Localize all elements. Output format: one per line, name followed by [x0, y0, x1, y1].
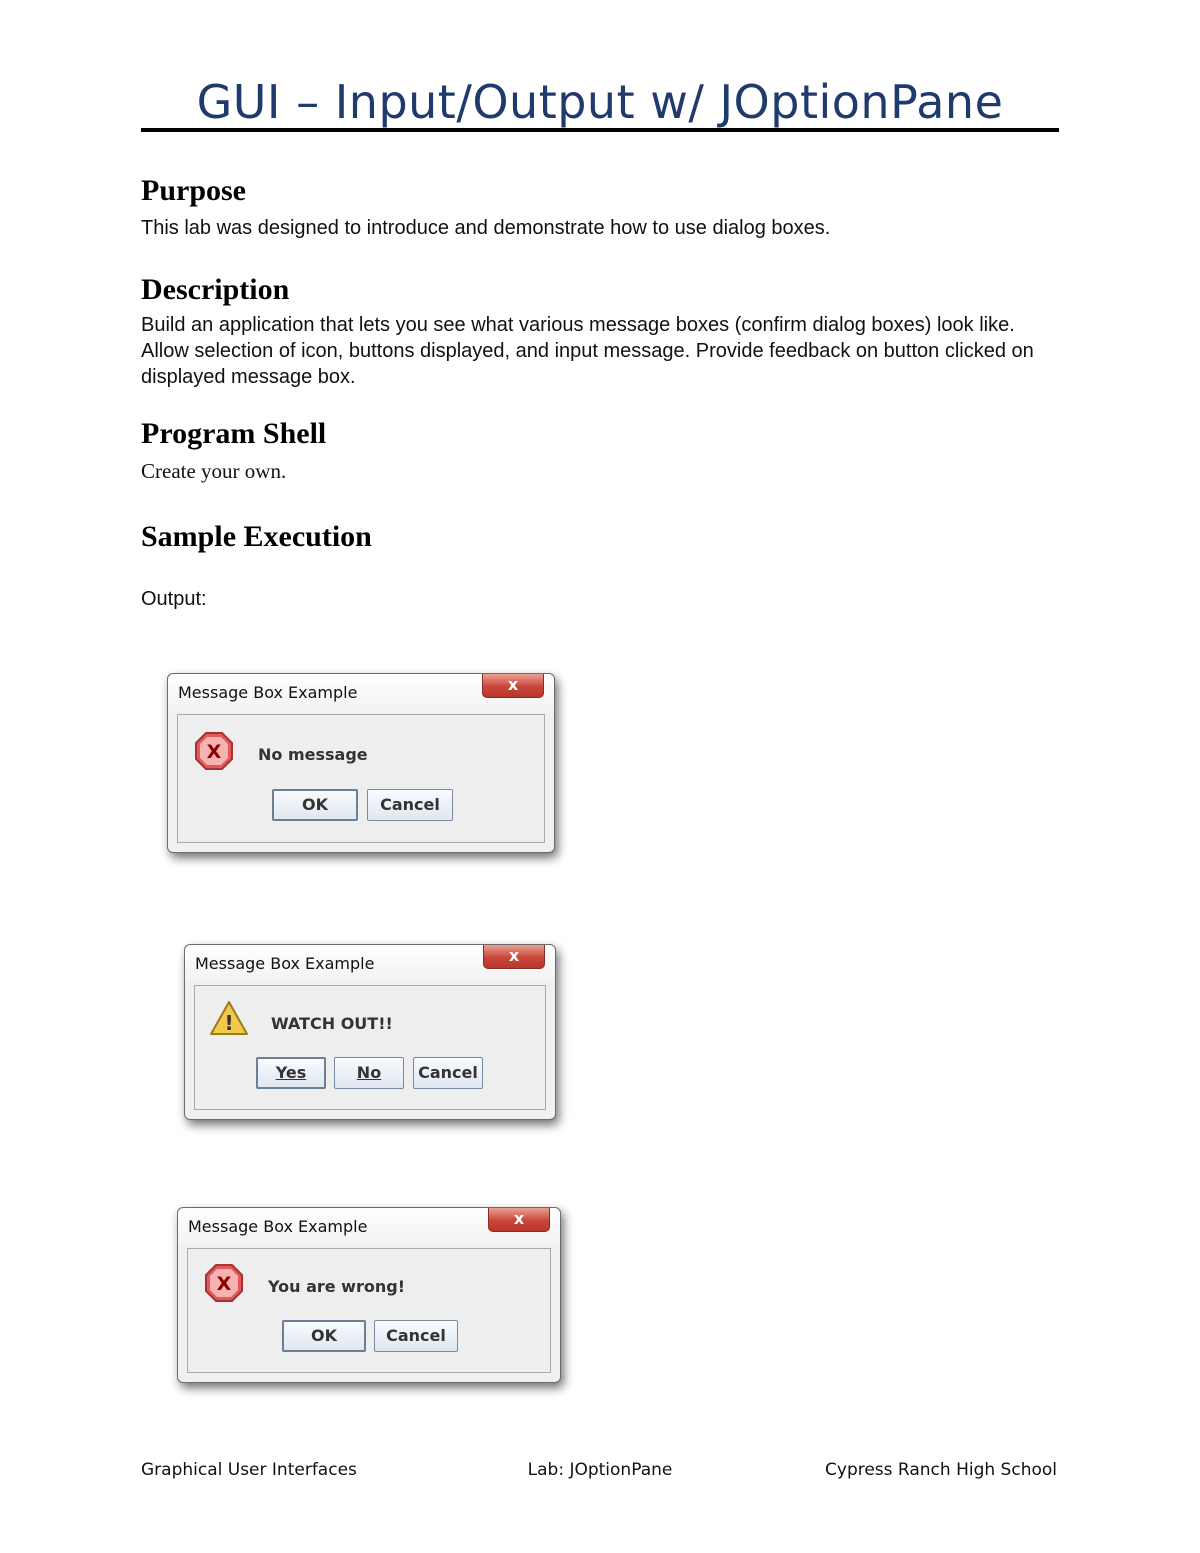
document-title: GUI – Input/Output w/ JOptionPane	[141, 72, 1059, 132]
program-shell-text: Create your own.	[141, 459, 287, 483]
ok-button[interactable]: OK	[272, 789, 358, 821]
close-button[interactable]: x	[488, 1208, 550, 1232]
yes-button[interactable]: Yes	[256, 1057, 326, 1089]
message-dialog-2	[184, 944, 556, 1120]
dialog-titlebar	[178, 1208, 560, 1246]
close-button[interactable]: x	[482, 674, 544, 698]
message-dialog-1	[167, 673, 555, 853]
dialog-title: Message Box Example	[178, 683, 358, 702]
dialog-message: No message	[258, 745, 368, 764]
warning-icon	[209, 1000, 249, 1036]
cancel-button[interactable]: Cancel	[374, 1320, 458, 1352]
output-label: Output:	[141, 588, 207, 610]
footer-center: Lab: JOptionPane	[527, 1460, 673, 1480]
error-icon-glyph: X	[206, 741, 222, 763]
purpose-text: This lab was designed to introduce and demonstrate how to use dialog boxes.	[141, 217, 831, 239]
dialog-title: Message Box Example	[188, 1217, 368, 1236]
footer-left: Graphical User Interfaces	[141, 1460, 357, 1480]
purpose-heading: Purpose	[141, 174, 246, 207]
dialog-titlebar	[185, 945, 555, 983]
no-button[interactable]: No	[334, 1057, 404, 1089]
warning-icon-glyph: !	[224, 1011, 234, 1035]
error-icon	[204, 1263, 244, 1303]
dialog-message: WATCH OUT!!	[271, 1014, 393, 1033]
error-icon-glyph: X	[216, 1273, 232, 1295]
dialog-title: Message Box Example	[195, 954, 375, 973]
footer-right: Cypress Ranch High School	[825, 1460, 1057, 1480]
cancel-button[interactable]: Cancel	[413, 1057, 483, 1089]
dialog-body	[187, 1248, 551, 1373]
close-button[interactable]: x	[483, 945, 545, 969]
cancel-button[interactable]: Cancel	[367, 789, 453, 821]
ok-button[interactable]: OK	[282, 1320, 366, 1352]
program-shell-heading: Program Shell	[141, 417, 327, 450]
message-dialog-3	[177, 1207, 561, 1383]
error-icon	[194, 731, 234, 771]
dialog-body	[194, 985, 546, 1110]
dialog-body	[177, 714, 545, 843]
dialog-message: You are wrong!	[268, 1277, 405, 1296]
description-heading: Description	[141, 273, 290, 306]
description-text: Build an application that lets you see what various message boxes (confirm dialog boxes) look like. Allow selection of icon, buttons displayed, and input message. Provide feedback on button clicked on displayed message box.	[141, 314, 1034, 388]
dialog-titlebar	[168, 674, 554, 712]
sample-execution-heading: Sample Execution	[141, 520, 372, 553]
